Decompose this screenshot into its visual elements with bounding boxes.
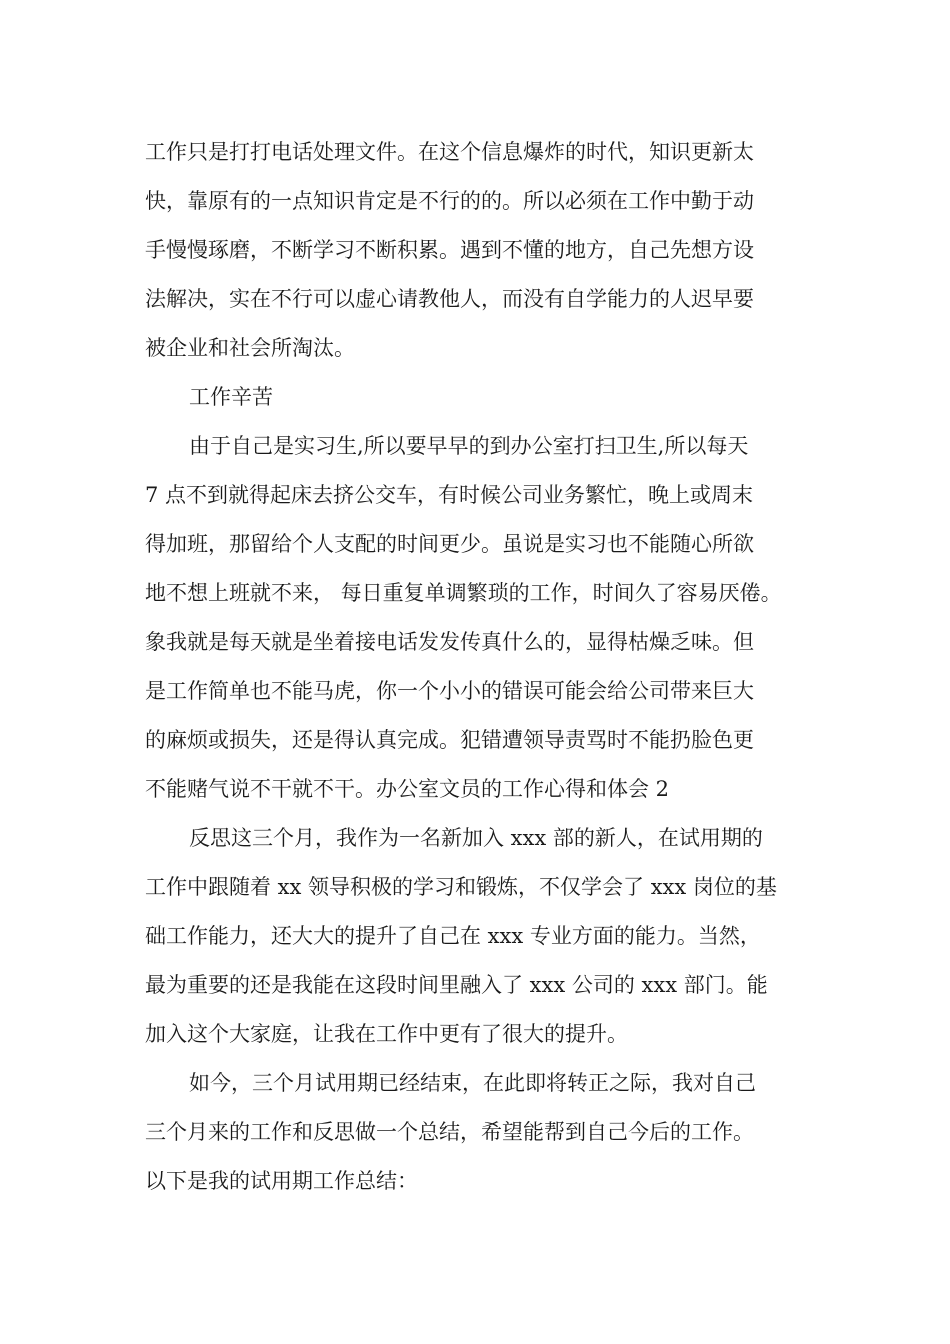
text-line: 得加班，那留给个人支配的时间更少。虽说是实习也不能随心所欲 xyxy=(145,532,754,556)
text-line: 三个月来的工作和反思做一个总结，希望能帮到自己今后的工作。 xyxy=(145,1120,754,1144)
text-line: 手慢慢琢磨，不断学习不断积累。遇到不懂的地方，自己先想方设 xyxy=(145,238,754,262)
text-line: 法解决，实在不行可以虚心请教他人，而没有自学能力的人迟早要 xyxy=(145,287,754,311)
text-line: 工作只是打打电话处理文件。在这个信息爆炸的时代，知识更新太 xyxy=(145,140,754,164)
paragraph-start-line: 由于自己是实习生,所以要早早的到办公室打扫卫生,所以每天 xyxy=(189,434,749,458)
text-line: 是工作简单也不能马虎，你一个小小的错误可能会给公司带来巨大 xyxy=(145,679,754,703)
text-line: 地不想上班就不来， 每日重复单调繁琐的工作，时间久了容易厌倦。 xyxy=(145,581,782,605)
text-line: 加入这个大家庭，让我在工作中更有了很大的提升。 xyxy=(145,1022,628,1046)
text-line: 快，靠原有的一点知识肯定是不行的的。所以必须在工作中勤于动 xyxy=(145,189,754,213)
paragraph-start-line: 如今，三个月试用期已经结束，在此即将转正之际，我对自己 xyxy=(189,1071,756,1095)
text-line: 被企业和社会所淘汰。 xyxy=(145,336,355,360)
text-line: 础工作能力，还大大的提升了自己在 xxx 专业方面的能力。当然， xyxy=(145,924,761,948)
text-line: 不能赌气说不干就不干。办公室文员的工作心得和体会 2 xyxy=(145,777,670,801)
document-body xyxy=(145,128,810,1206)
text-line: 的麻烦或损失，还是得认真完成。犯错遭领导责骂时不能扔脸色更 xyxy=(145,728,754,752)
text-line: 最为重要的还是我能在这段时间里融入了 xxx 公司的 xxx 部门。能 xyxy=(145,973,768,997)
paragraph-start-line: 反思这三个月，我作为一名新加入 xxx 部的新人，在试用期的 xyxy=(189,826,763,850)
text-line: 象我就是每天就是坐着接电话发发传真什么的，显得枯燥乏味。但 xyxy=(145,630,754,654)
text-line: 工作中跟随着 xx 领导积极的学习和锻炼，不仅学会了 xxx 岗位的基 xyxy=(145,875,777,899)
text-line: 7 点不到就得起床去挤公交车，有时候公司业务繁忙，晚上或周末 xyxy=(145,483,754,507)
section-heading: 工作辛苦 xyxy=(189,385,273,409)
text-line: 以下是我的试用期工作总结： xyxy=(145,1169,418,1193)
